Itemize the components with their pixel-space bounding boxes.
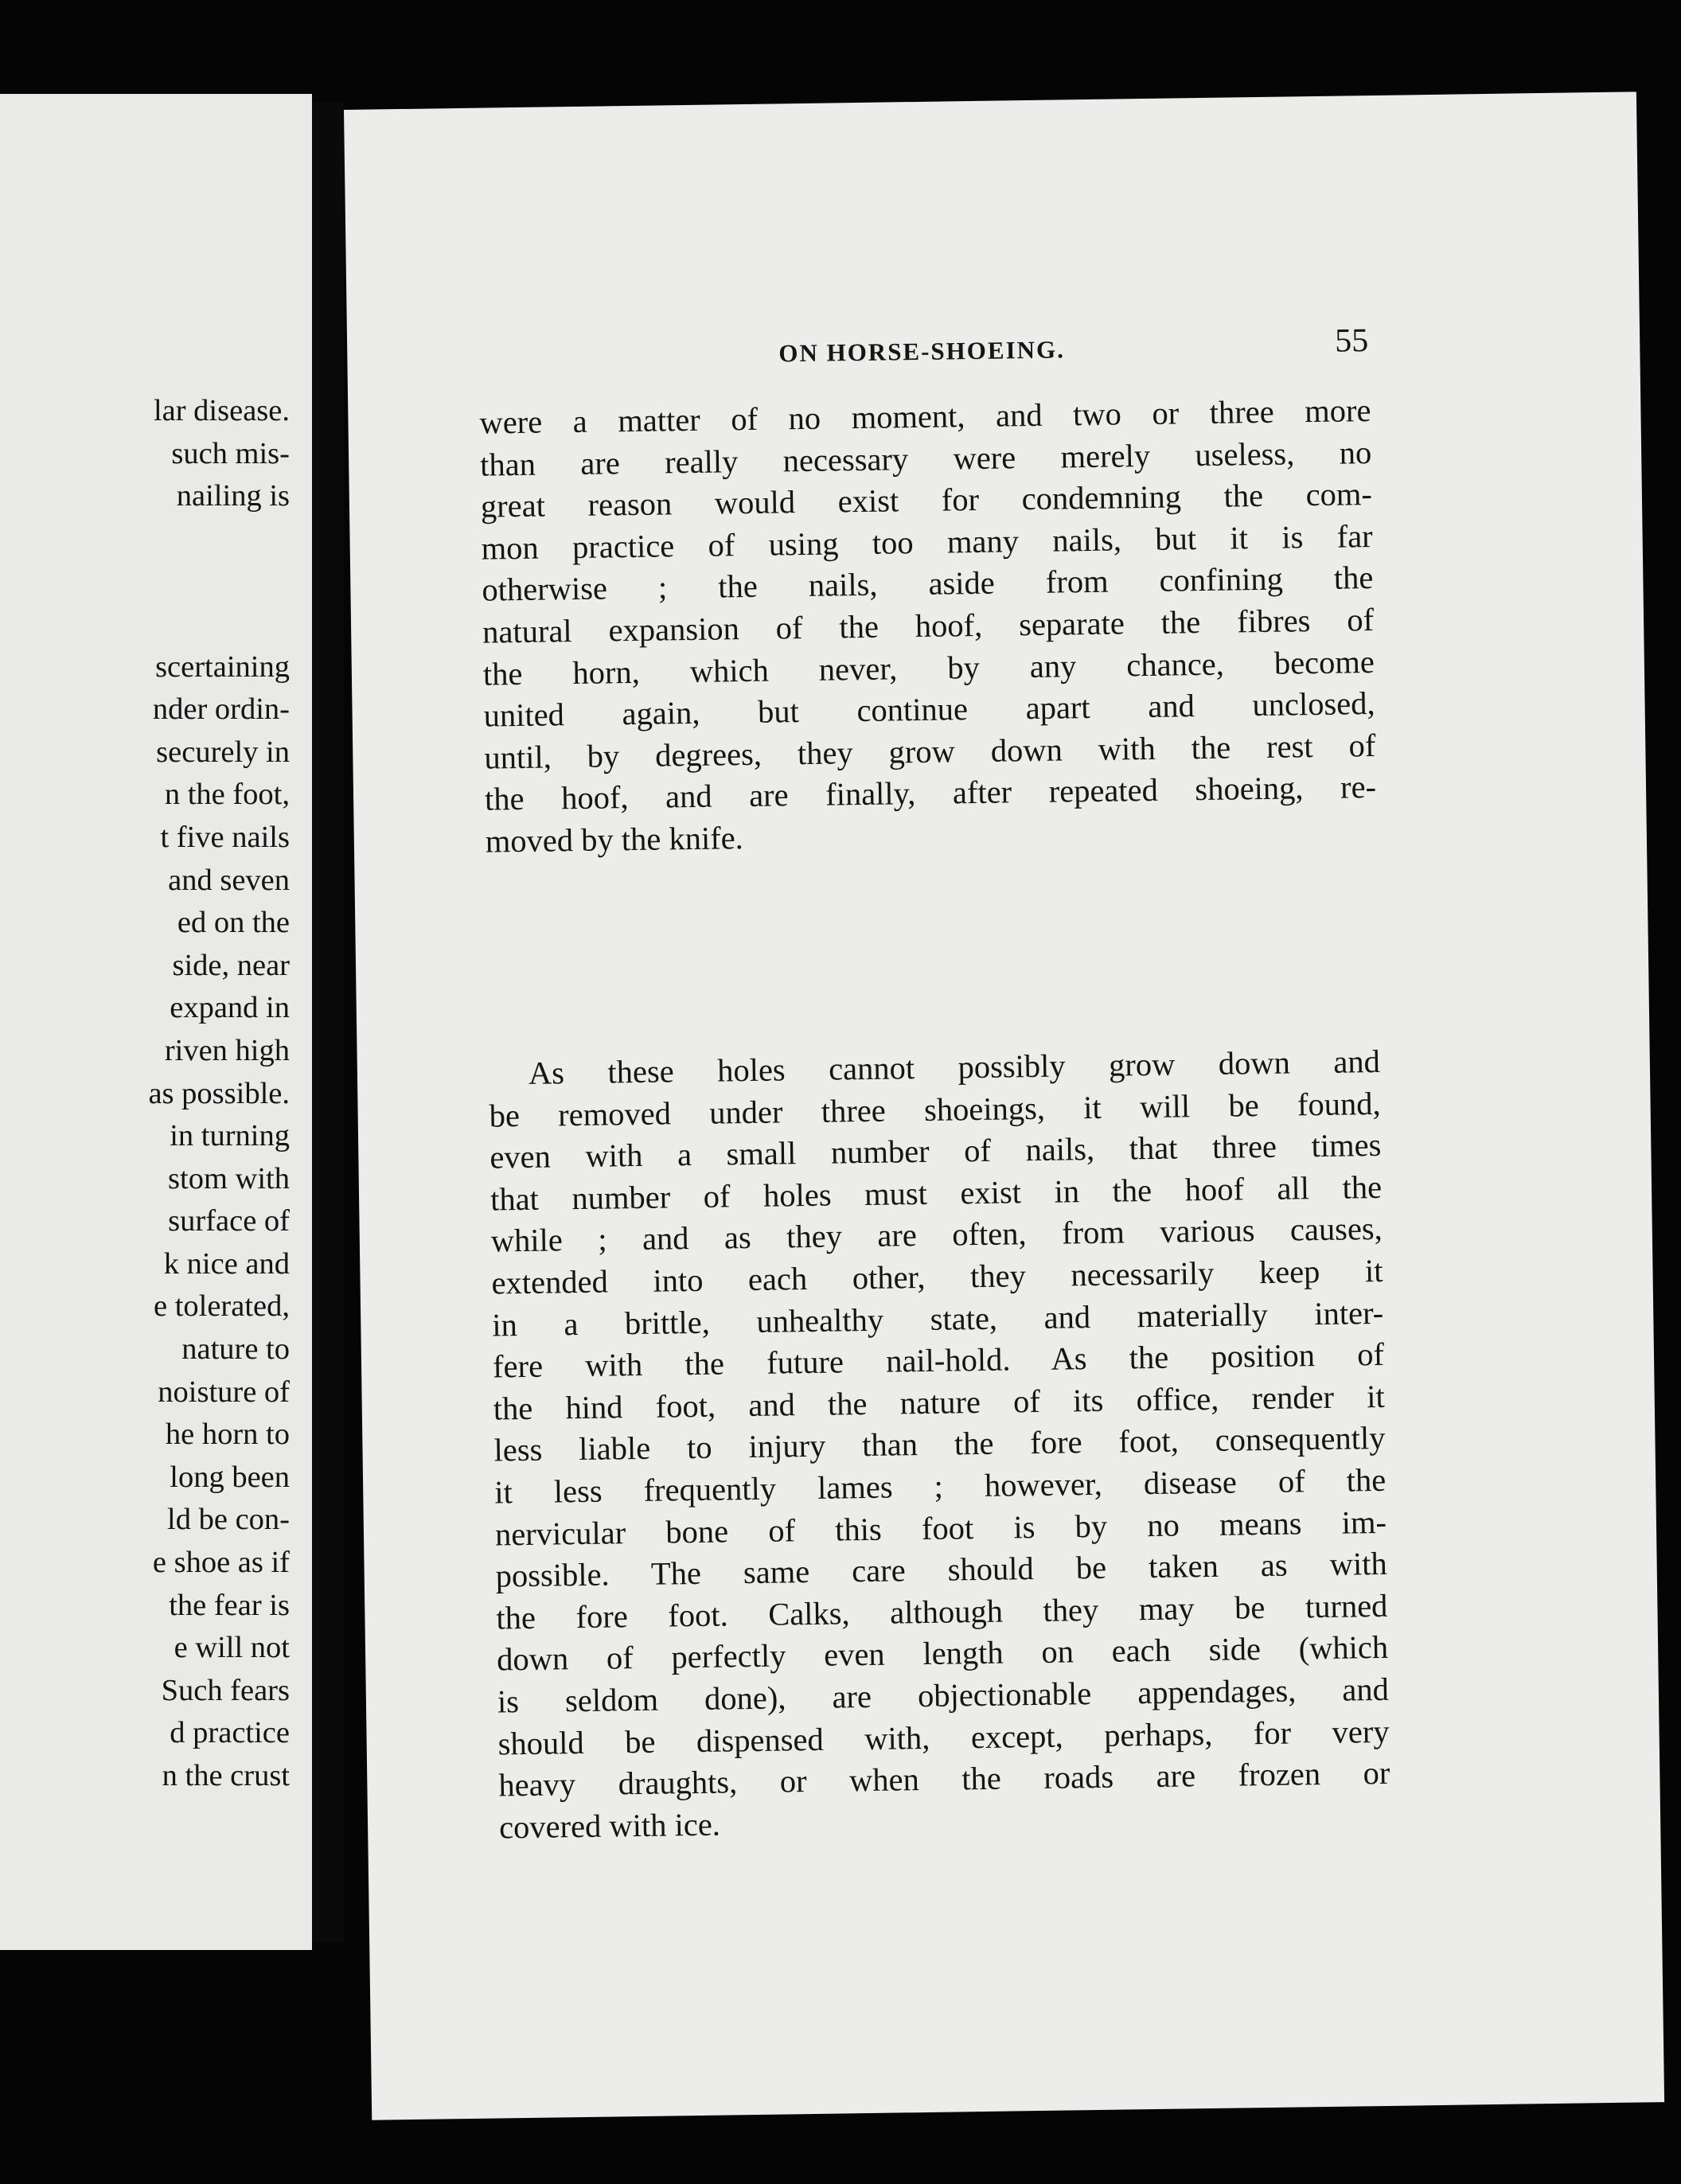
text-line: even with a small number of nails, that three times [489,1127,1382,1176]
left-facing-page [0,94,312,1950]
text-line: As these holes cannot possibly grow down and [528,1043,1381,1091]
text-line: covered with ice. [498,1806,721,1846]
left-line: noisture of [158,1375,290,1409]
text-line: it less frequently lames ; however, disease of the [493,1461,1387,1511]
right-page [344,92,1664,2120]
left-line: riven high [164,1033,290,1067]
text-line: while ; and as they are often, from various causes, [490,1211,1383,1259]
text-line: heavy draughts, or when the roads are frozen or [498,1754,1390,1804]
text-line: united again, but continue apart and unclosed, [483,685,1375,734]
left-line: Such fears [161,1673,290,1707]
left-line: ed on the [177,906,290,940]
text-line: great reason would exist for condemning the com- [480,476,1373,525]
left-line: e tolerated, [153,1289,290,1324]
left-line: side, near [172,948,290,982]
text-line: fere with the future nail-hold. As the position of [492,1336,1385,1385]
left-line: he horn to [165,1418,290,1452]
text-line: the horn, which never, by any chance, become [482,643,1375,692]
left-line: nature to [181,1332,290,1367]
left-line: e shoe as if [152,1546,290,1580]
text-line: otherwise ; the nails, aside from confining the [482,560,1374,609]
text-line: less liable to injury than the fore foot, consequently [493,1420,1386,1468]
paragraph-2 [489,1041,1391,1849]
left-line: scertaining [155,649,290,684]
left-line: expand in [170,991,290,1025]
left-line [148,560,290,603]
left-line: k nice and [163,1246,290,1281]
left-line: long been [170,1460,290,1494]
book-gutter [312,102,344,1942]
text-line: the hind foot, and the nature of its office, render it [493,1378,1386,1427]
left-line: stom with [168,1161,290,1195]
text-line: should be dispensed with, except, perhaps, for very [497,1713,1390,1761]
left-line: in turning [170,1119,290,1153]
text-line: mon practice of using too many nails, but it is far [481,517,1373,567]
left-line: e will not [174,1631,290,1665]
text-line: the fore foot. Calks, although they may be turned [496,1587,1388,1636]
left-line [148,518,290,561]
left-line: lar disease. [153,394,290,427]
left-page-text [148,390,290,1798]
text-line: the hoof, and are finally, after repeated shoeing, re- [484,769,1377,817]
left-line: t five nails [160,820,290,854]
left-line: surface of [168,1204,290,1238]
text-line: down of perfectly even length on each side (which [496,1629,1389,1678]
running-head: ON HORSE-SHOEING. [778,335,1066,368]
page-number: 55 [1334,322,1369,360]
paragraph-1 [479,390,1377,863]
left-line: nailing is [176,479,290,513]
text-line: were a matter of no moment, and two or three more [479,392,1371,441]
text-line: that number of holes must exist in the hoof all the [489,1168,1383,1218]
text-line: nervicular bone of this foot is by no means im- [494,1503,1387,1553]
text-line: be removed under three shoeings, it will be found, [489,1085,1381,1134]
left-line [148,603,290,646]
text-line: than are really necessary were merely useless, no [479,434,1372,483]
left-line: n the foot, [164,778,290,812]
left-line: nder ordin- [152,692,290,727]
text-line: is seldom done), are objectionable appendages, and [497,1671,1390,1720]
left-line: such mis- [171,436,290,470]
text-line: moved by the knife. [485,820,744,860]
left-line: as possible. [148,1076,290,1110]
text-line: possible. The same care should be taken as with [495,1546,1387,1594]
text-line: extended into each other, they necessarily keep it [491,1252,1383,1301]
left-line: the fear is [169,1588,290,1622]
text-line: until, by degrees, they grow down with the rest of [484,727,1376,776]
left-line: and seven [168,863,290,897]
left-line: securely in [156,735,290,769]
left-line: d practice [170,1716,290,1750]
left-line: ld be con- [167,1503,290,1537]
text-line: natural expansion of the hoof, separate the fibres of [482,601,1375,650]
left-line: n the crust [162,1759,290,1792]
text-line: in a brittle, unhealthy state, and materially inter- [492,1294,1384,1344]
